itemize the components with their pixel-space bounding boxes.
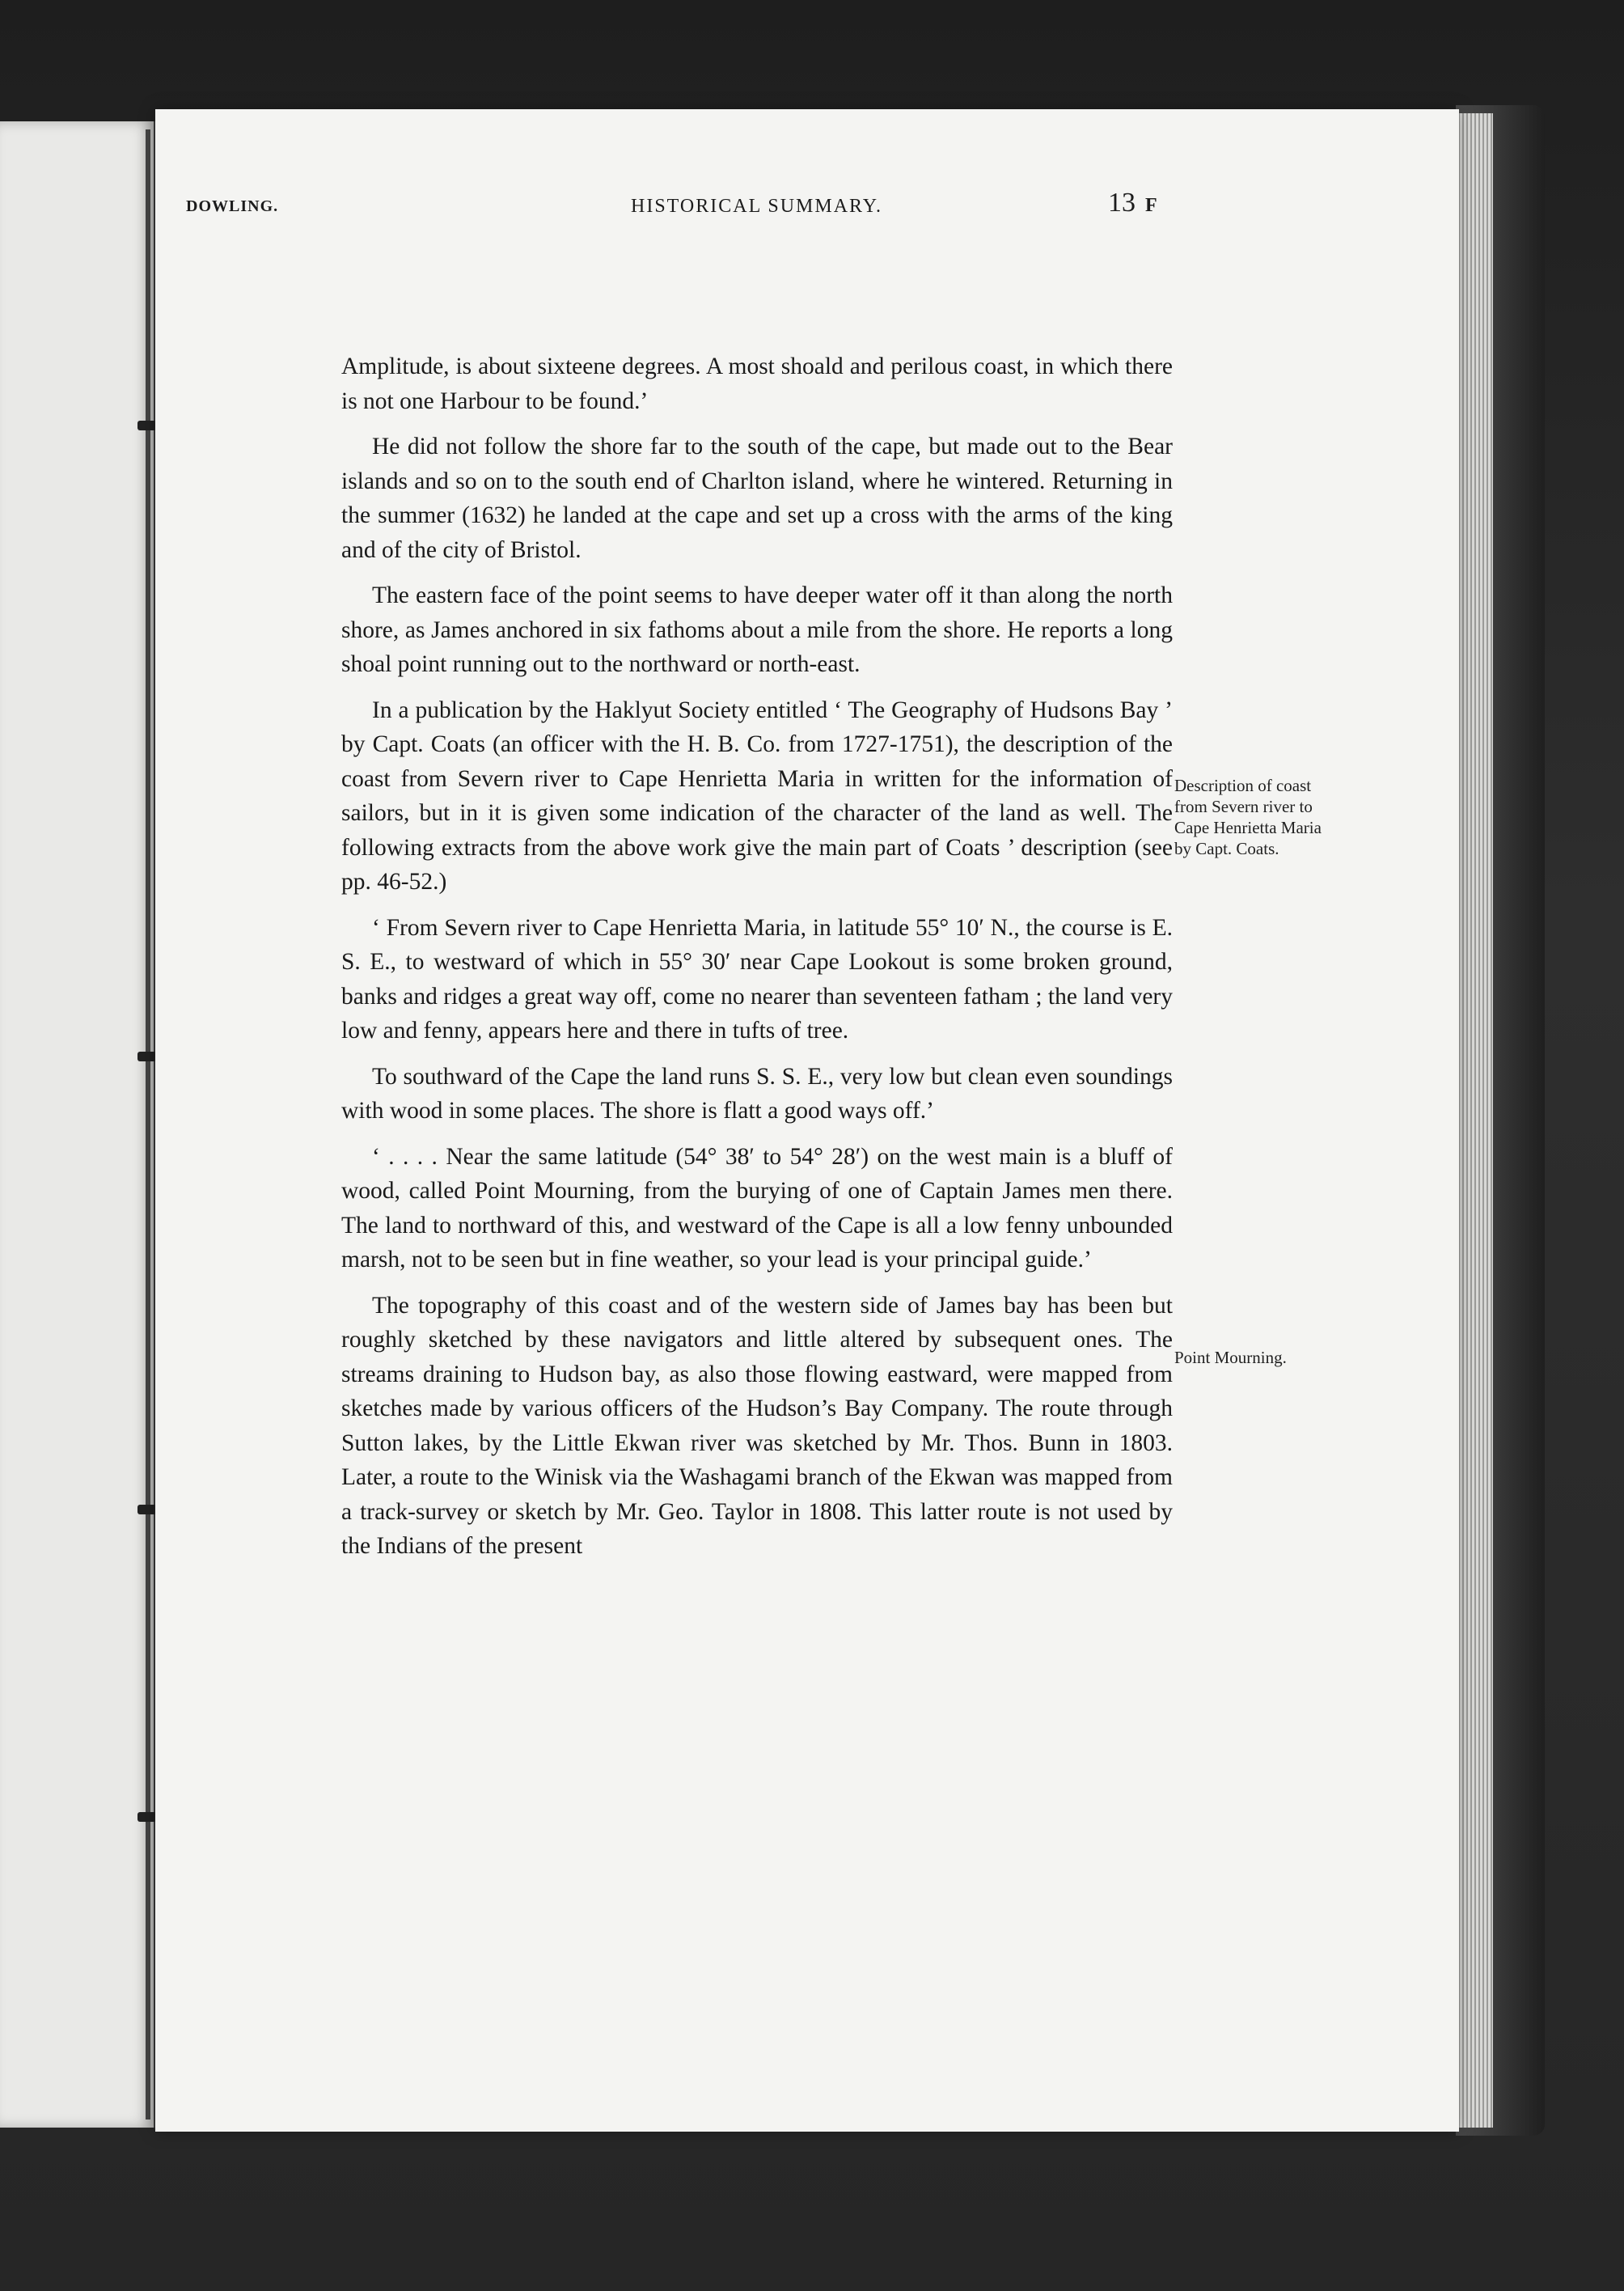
- binding-stitch: [137, 1505, 157, 1514]
- margin-note-coats: Description of coast from Severn river to Cape Henrietta Maria by Capt. Coats.: [1174, 776, 1322, 858]
- paragraph: In a publication by the Haklyut Society entitled ‘ The Geography of Hudsons Bay ’ by Capt. Coats (an officer with the H. B. Co. from 1727-1751), the description of the coast from Severn river to Cape Henrietta Maria in written for the information of sailors, but in it is given some indication of the character of the land as well. The following extracts from the above work give the main part of Coats ’ description (see pp. 46-52.): [341, 697, 1173, 895]
- body-text: [341, 349, 1173, 1575]
- paragraph: To southward of the Cape the land runs S. S. E., very low but clean even soundings with wood in some places. The shore is flatt a good ways off.’: [341, 1063, 1173, 1124]
- binding-stitch: [137, 1052, 157, 1061]
- binding-stitch: [137, 421, 157, 430]
- paragraph: He did not follow the shore far to the south of the cape, but made out to the Bear islands and so on to the south end of Charlton island, where he wintered. Returning in the summer (1632) he landed at the cape and set up a cross with the arms of the king and of the city of Bristol.: [341, 434, 1173, 563]
- running-head: [186, 188, 1278, 220]
- quotation: ‘ . . . . Near the same latitude (54° 38′ to 54° 28′) on the west main is a bluff of wood, called Point Mourning, from the burying of one of Captain James men there. The land to northward of this, and westward of the Cape is all a low fenny unbounded marsh, not to be seen but in fine weather, so your lead is your principal guide.’: [341, 1143, 1173, 1273]
- paragraph: Amplitude, is about sixteene degrees. A most shoald and perilous coast, in which there is not one Harbour to be found.’: [341, 354, 1173, 414]
- facing-page: [0, 121, 159, 2128]
- binding-stitch: [137, 1812, 157, 1822]
- quotation: ‘ From Severn river to Cape Henrietta Maria, in latitude 55° 10′ N., the course is E. S. E., to westward of which in 55° 30′ near Cape Lookout is some broken ground, banks and ridges a great way off, come no nearer than seventeen fatham ; the land very low and fenny, appears here and there in tufts of tree.: [341, 914, 1173, 1044]
- paragraph: The topography of this coast and of the western side of James bay has been but roughly sketched by these navigators and little altered by subsequent ones. The streams draining to Hudson bay, as also those flowing eastward, were mapped from sketches made by various officers of the Hudson’s Bay Company. The route through Sutton lakes, by the Little Ekwan river was sketched by Mr. Thos. Bunn in 1803. Later, a route to the Winisk via the Washagami branch of the Ekwan was mapped from a track-survey or sketch by Mr. Geo. Taylor in 1808. This latter route is not used by the Indians of the present: [341, 1292, 1173, 1559]
- author-head: DOWLING.: [186, 197, 279, 215]
- paragraph: The eastern face of the point seems to have deeper water off it than along the north shore, as James anchored in six fathoms about a mile from the shore. He reports a long shoal point running out to the northward or north-east.: [341, 582, 1173, 677]
- section-head: HISTORICAL SUMMARY.: [631, 196, 882, 217]
- page-number: 13 F: [1108, 188, 1157, 218]
- margin-note-point-mourning: Point Mourning.: [1174, 1348, 1287, 1367]
- page-edges: [1456, 113, 1493, 2128]
